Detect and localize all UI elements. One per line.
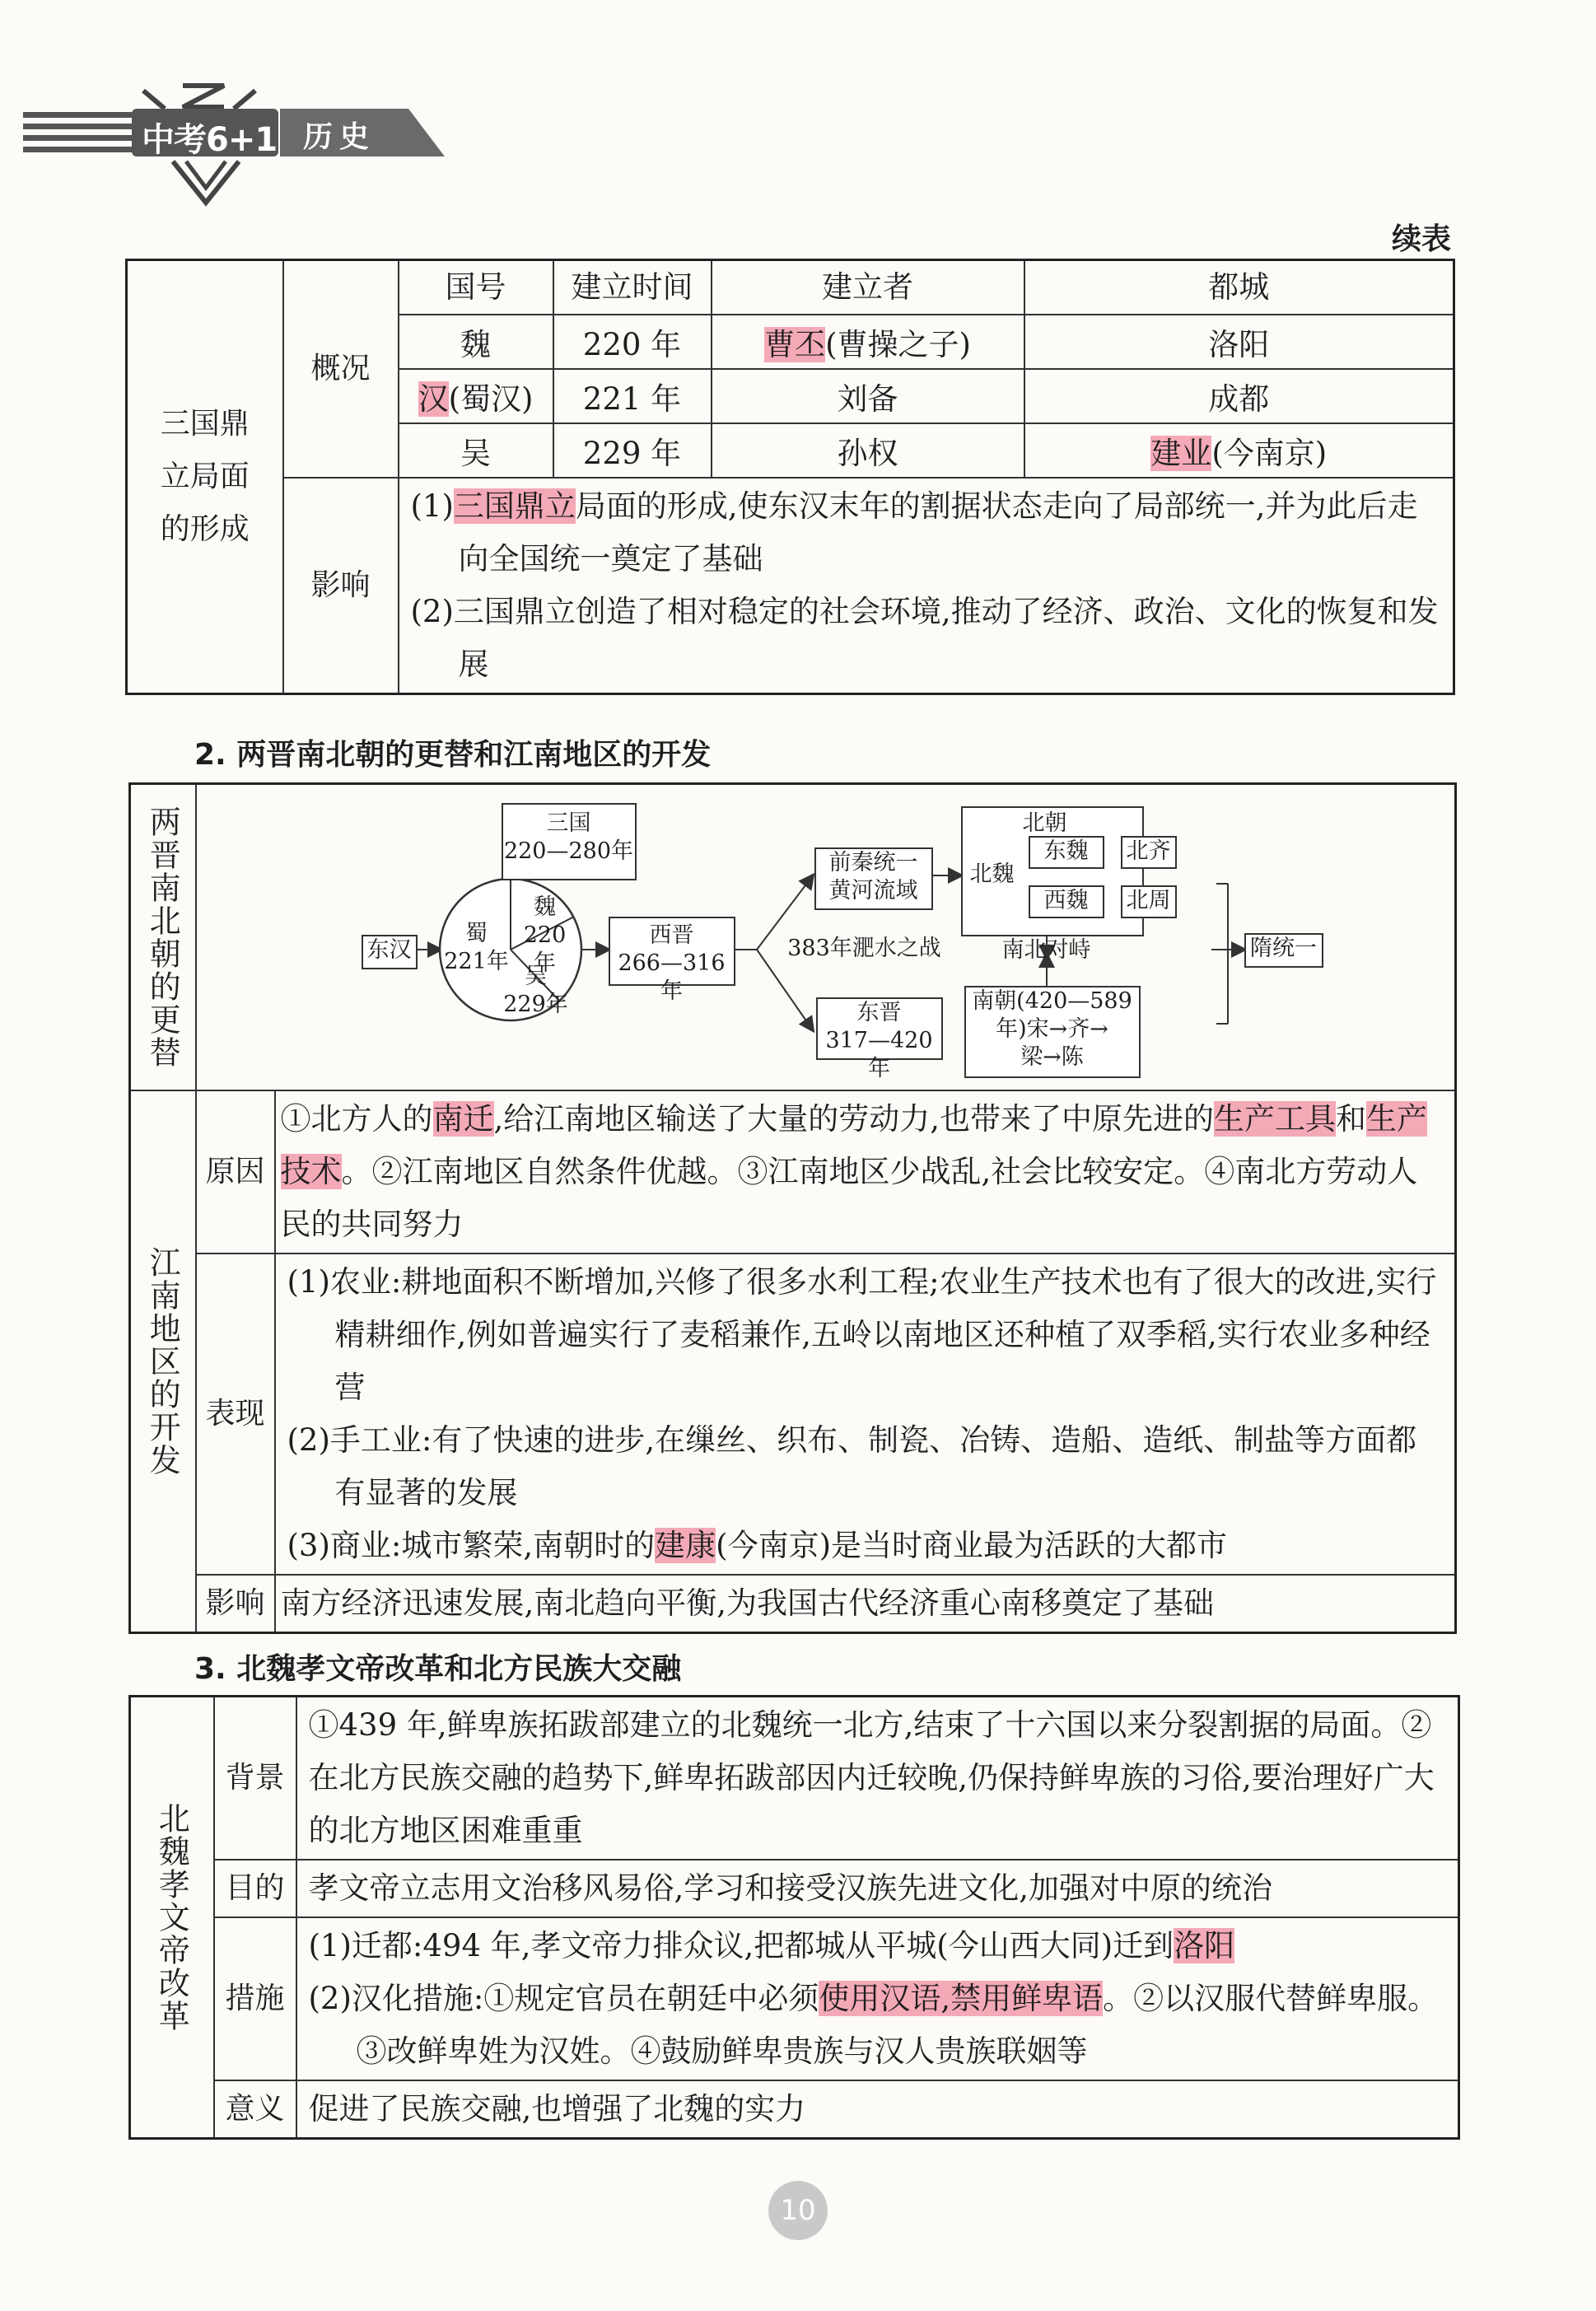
measures-label: 措施 <box>214 1917 296 2080</box>
western-jin-box: 西晋 266—316年 <box>609 917 735 986</box>
founder: 曹丕(曹操之子) <box>712 315 1024 369</box>
founder: 孙权 <box>712 423 1024 478</box>
header-stripe <box>23 135 138 141</box>
background-text: ①439 年,鲜卑族拓跋部建立的北魏统一北方,结束了十六国以来分裂割据的局面。②在北方民族交融的趋势下,鲜卑拓跋部因内迁较晚,仍保持鲜卑族的习俗,要治理好广大的北方地区困难重重 <box>296 1697 1459 1860</box>
reason-text: ①北方人的南迁,给江南地区输送了大量的劳动力,也带来了中原先进的生产工具和生产技术。②江南地区自然条件优越。③江南地区少战乱,社会比较安定。④南北方劳动人民的共同努力 <box>275 1090 1456 1254</box>
impact-point: (2)三国鼎立创造了相对稳定的社会环境,推动了经济、政治、文化的恢复和发展 <box>410 594 1439 682</box>
dynasty-succession-label: 两晋南北朝的更替 <box>144 805 181 1069</box>
founding-time: 221 年 <box>553 369 712 423</box>
impact-point: (1)三国鼎立局面的形成,使东汉末年的割据状态走向了局部统一,并为此后走向全国统一奠定了基础 <box>410 488 1418 577</box>
capital: 成都 <box>1024 369 1454 423</box>
page-header <box>0 0 576 214</box>
northern-qi-box: 北齐 <box>1121 836 1177 869</box>
performance-point: (1)农业:耕地面积不断增加,兴修了很多水利工程;农业生产技术也有了很大的改进,实行精耕细作,例如普遍实行了麦稻兼作,五岭以南地区还种植了双季稻,实行农业多种经营 <box>287 1264 1437 1405</box>
impact-label: 影响 <box>196 1575 275 1633</box>
southern-dynasties-box: 南朝(420—589 年)宋→齐→ 梁→陈 <box>964 986 1141 1078</box>
xiaowen-reform-label: 北魏孝文帝改革 <box>153 1802 190 2033</box>
performance-text <box>275 1254 1456 1575</box>
capital: 建业(今南京) <box>1024 423 1454 478</box>
header-stripe <box>23 124 138 129</box>
jiangnan-table <box>128 782 1457 1634</box>
continued-label: 续表 <box>1391 222 1451 256</box>
northern-dynasties-title: 北朝 <box>1022 810 1067 836</box>
northern-zhou-box: 北周 <box>1121 885 1177 918</box>
column-header: 都城 <box>1024 260 1454 315</box>
three-kingdoms-box <box>502 803 637 880</box>
eastern-jin-box: 东晋 317—420年 <box>816 997 943 1060</box>
column-header: 建立者 <box>712 260 1024 315</box>
purpose-label: 目的 <box>214 1860 296 1917</box>
diagram-canvas <box>197 785 1457 1090</box>
founder: 刘备 <box>712 369 1024 423</box>
measure-point: (1)迁都:494 年,孝文帝力排众议,把都城从平城(今山西大同)迁到洛阳 <box>308 1928 1235 1963</box>
section-3-title: 3. 北魏孝文帝改革和北方民族大交融 <box>194 1652 682 1686</box>
column-header: 建立时间 <box>553 260 712 315</box>
performance-point: (3)商业:城市繁荣,南朝时的建康(今南京)是当时商业最为活跃的大都市 <box>287 1528 1228 1563</box>
wei-label: 魏 220年 <box>523 894 567 976</box>
box-title: 三国 <box>546 810 591 836</box>
jiangnan-development-label: 江南地区的开发 <box>144 1246 181 1477</box>
state-name: 吴 <box>399 423 553 478</box>
subject-title: 历史 <box>303 120 376 154</box>
measures-text <box>296 1917 1459 2080</box>
measure-point: (2)汉化措施:①规定官员在朝廷中必须使用汉语,禁用鲜卑语。②以汉服代替鲜卑服。③改鲜卑姓为汉姓。④鼓励鲜卑贵族与汉人贵族联姻等 <box>308 1981 1439 2069</box>
box-years: 220—280年 <box>503 838 634 864</box>
capital: 洛阳 <box>1024 315 1454 369</box>
western-wei-box: 西魏 <box>1029 885 1104 918</box>
feishui-battle-label: 383年淝水之战 <box>787 936 941 961</box>
north-south-standoff-label: 南北对峙 <box>1001 937 1091 963</box>
eastern-wei-box: 东魏 <box>1029 836 1104 869</box>
impact-label: 影响 <box>283 478 399 694</box>
header-stripe <box>23 147 138 152</box>
significance-text: 促进了民族交融,也增强了北魏的实力 <box>296 2080 1459 2139</box>
performance-point: (2)手工业:有了快速的进步,在缫丝、织布、制瓷、冶铸、造船、造纸、制盐等方面都有显著的发展 <box>287 1422 1417 1510</box>
jiangnan-label-cell <box>130 1090 196 1633</box>
eastern-han-box: 东汉 <box>362 935 418 969</box>
impact-text <box>399 478 1454 694</box>
state-name: 汉(蜀汉) <box>399 369 553 423</box>
impact-text: 南方经济迅速发展,南北趋向平衡,为我国古代经济重心南移奠定了基础 <box>275 1575 1456 1633</box>
dynasty-diagram <box>196 784 1456 1091</box>
section-2-title: 2. 两晋南北朝的更替和江南地区的开发 <box>194 738 712 772</box>
background-label: 背景 <box>214 1697 296 1860</box>
section-label: 三国鼎立局面的形成 <box>127 260 283 694</box>
founding-time: 220 年 <box>553 315 712 369</box>
overview-label: 概况 <box>283 260 399 479</box>
xiaowen-reform-table <box>128 1695 1460 2140</box>
performance-label: 表现 <box>196 1254 275 1575</box>
three-kingdoms-table <box>125 259 1455 695</box>
shu-label: 蜀 221年 <box>444 921 509 974</box>
northern-wei-label: 北魏 <box>969 861 1015 887</box>
former-qin-box: 前秦统一 黄河流域 <box>814 847 933 910</box>
significance-label: 意义 <box>214 2080 296 2139</box>
page-number: 10 <box>768 2181 828 2240</box>
header-stripe <box>23 112 138 118</box>
wu-label: 吴 229年 <box>503 964 568 1017</box>
purpose-text: 孝文帝立志用文治移风易俗,学习和接受汉族先进文化,加强对中原的统治 <box>296 1860 1459 1917</box>
column-header: 国号 <box>399 260 553 315</box>
reason-label: 原因 <box>196 1090 275 1254</box>
founding-time: 229 年 <box>553 423 712 478</box>
state-name: 魏 <box>399 315 553 369</box>
reform-label-cell <box>130 1697 214 2139</box>
brand-title: 中考6+1 <box>142 121 278 159</box>
sui-unification-box: 隋统一 <box>1244 933 1323 968</box>
dynasty-label-cell <box>130 784 196 1091</box>
